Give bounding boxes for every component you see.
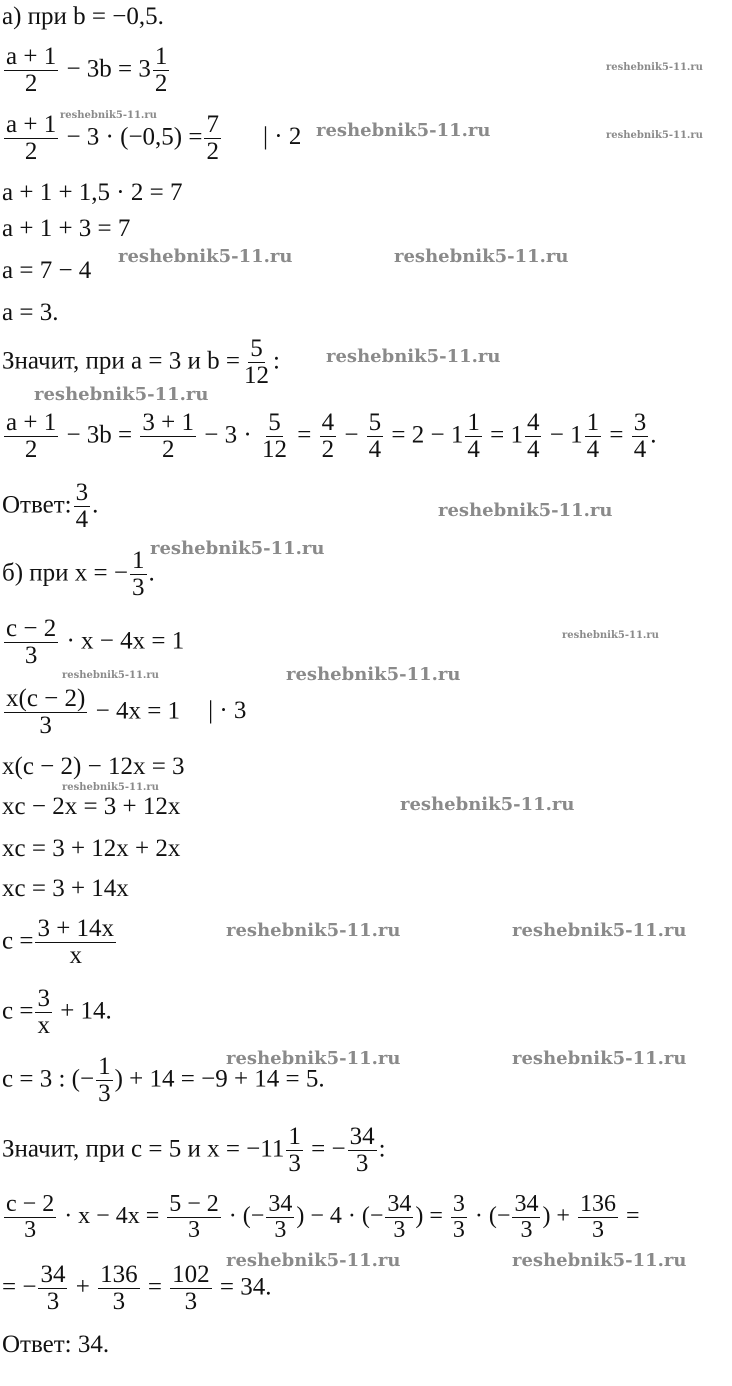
watermark: reshebnik5-11.ru bbox=[562, 630, 659, 641]
part-b-title: б) при x = − $\frac{1}{3}$ . bbox=[2, 547, 155, 602]
part-b-line-4: xc − 2x = 3 + 12x bbox=[2, 793, 181, 820]
watermark: reshebnik5-11.ru bbox=[286, 664, 461, 685]
fraction: $\frac{a + 1}{2}$ bbox=[6, 43, 57, 98]
watermark: reshebnik5-11.ru bbox=[606, 130, 703, 141]
part-b-calculation-1: $\frac{c - 2}{3}$ · x − 4x = $\frac{5 - 2}{3}$ · (− $\frac{34}{3}$ ) − 4 · (− $\frac{34}{3}$ ) = $\frac{3}{3}$ · (− $\frac{34}{3}$ ) + $\frac{136}{3}$ = bbox=[6, 1191, 640, 1244]
part-b-line-8: c = $\frac{3}{x}$ + 14. bbox=[2, 985, 112, 1040]
part-a-hence: Значит, при a = 3 и b = $\frac{5}{12}$ : bbox=[2, 335, 280, 390]
part-a-calculation: $\frac{a + 1}{2}$ − 3b = $\frac{3 + 1}{2}$ − 3 · $\frac{5}{12}$ = $\frac{4}{2}$ − $\frac{5}{4}$ = 2 − 1 $\frac{1}{4}$ = 1 $\frac{4}{4}$ − 1 $\frac{1}{4}$ = $\frac{3}{4}$ . bbox=[6, 409, 657, 464]
watermark: reshebnik5-11.ru bbox=[394, 246, 569, 267]
part-b-line-9: c = 3 : (− $\frac{1}{3}$ ) + 14 = −9 + 14 = 5. bbox=[2, 1053, 325, 1108]
watermark: reshebnik5-11.ru bbox=[400, 794, 575, 815]
part-b-line-6: xc = 3 + 14x bbox=[2, 875, 129, 902]
part-b-answer: Ответ: 34. bbox=[2, 1331, 110, 1358]
watermark: reshebnik5-11.ru bbox=[150, 538, 325, 559]
part-b-equation-2: $\frac{x(c - 2)}{3}$ − 4x = 1 | · 3 bbox=[6, 685, 247, 740]
part-b-line-7: c = $\frac{3 + 14x}{x}$ bbox=[2, 915, 115, 970]
watermark: reshebnik5-11.ru bbox=[60, 110, 157, 121]
watermark: reshebnik5-11.ru bbox=[226, 1048, 401, 1069]
watermark: reshebnik5-11.ru bbox=[512, 1250, 687, 1271]
watermark: reshebnik5-11.ru bbox=[62, 670, 159, 681]
part-a-line-5: a = 7 − 4 bbox=[2, 257, 92, 284]
part-a-equation-1: $\frac{a + 1}{2}$ − 3b = 3 $\frac{1}{2}$ bbox=[6, 43, 168, 98]
watermark: reshebnik5-11.ru bbox=[226, 920, 401, 941]
watermark: reshebnik5-11.ru bbox=[326, 346, 501, 367]
watermark: reshebnik5-11.ru bbox=[316, 120, 491, 141]
watermark: reshebnik5-11.ru bbox=[606, 62, 703, 73]
watermark: reshebnik5-11.ru bbox=[226, 1250, 401, 1271]
watermark: reshebnik5-11.ru bbox=[512, 1048, 687, 1069]
part-a-title: а) при b = −0,5. bbox=[2, 3, 164, 30]
part-a-answer: Ответ: $\frac{3}{4}$ . bbox=[2, 479, 99, 534]
part-a-line-4: a + 1 + 3 = 7 bbox=[2, 215, 131, 242]
part-b-line-5: xc = 3 + 12x + 2x bbox=[2, 835, 181, 862]
watermark: reshebnik5-11.ru bbox=[118, 246, 293, 267]
part-a-equation-2: $\frac{a + 1}{2}$ − 3 · (−0,5) = $\frac{7}{2}$ | · 2 bbox=[6, 111, 302, 166]
watermark: reshebnik5-11.ru bbox=[34, 384, 209, 405]
part-b-equation-1: $\frac{c - 2}{3}$ · x − 4x = 1 bbox=[6, 615, 185, 670]
watermark: reshebnik5-11.ru bbox=[512, 920, 687, 941]
part-a-line-6: a = 3. bbox=[2, 299, 59, 326]
watermark: reshebnik5-11.ru bbox=[438, 500, 613, 521]
part-b-line-3: x(c − 2) − 12x = 3 bbox=[2, 753, 185, 780]
part-b-calculation-2: = − $\frac{34}{3}$ + $\frac{136}{3}$ = $\frac{102}{3}$ = 34. bbox=[2, 1261, 272, 1316]
part-b-hence: Значит, при c = 5 и x = −11 $\frac{1}{3}$ = − $\frac{34}{3}$ : bbox=[2, 1123, 386, 1178]
part-a-line-3: a + 1 + 1,5 · 2 = 7 bbox=[2, 179, 183, 206]
watermark: reshebnik5-11.ru bbox=[62, 782, 159, 793]
